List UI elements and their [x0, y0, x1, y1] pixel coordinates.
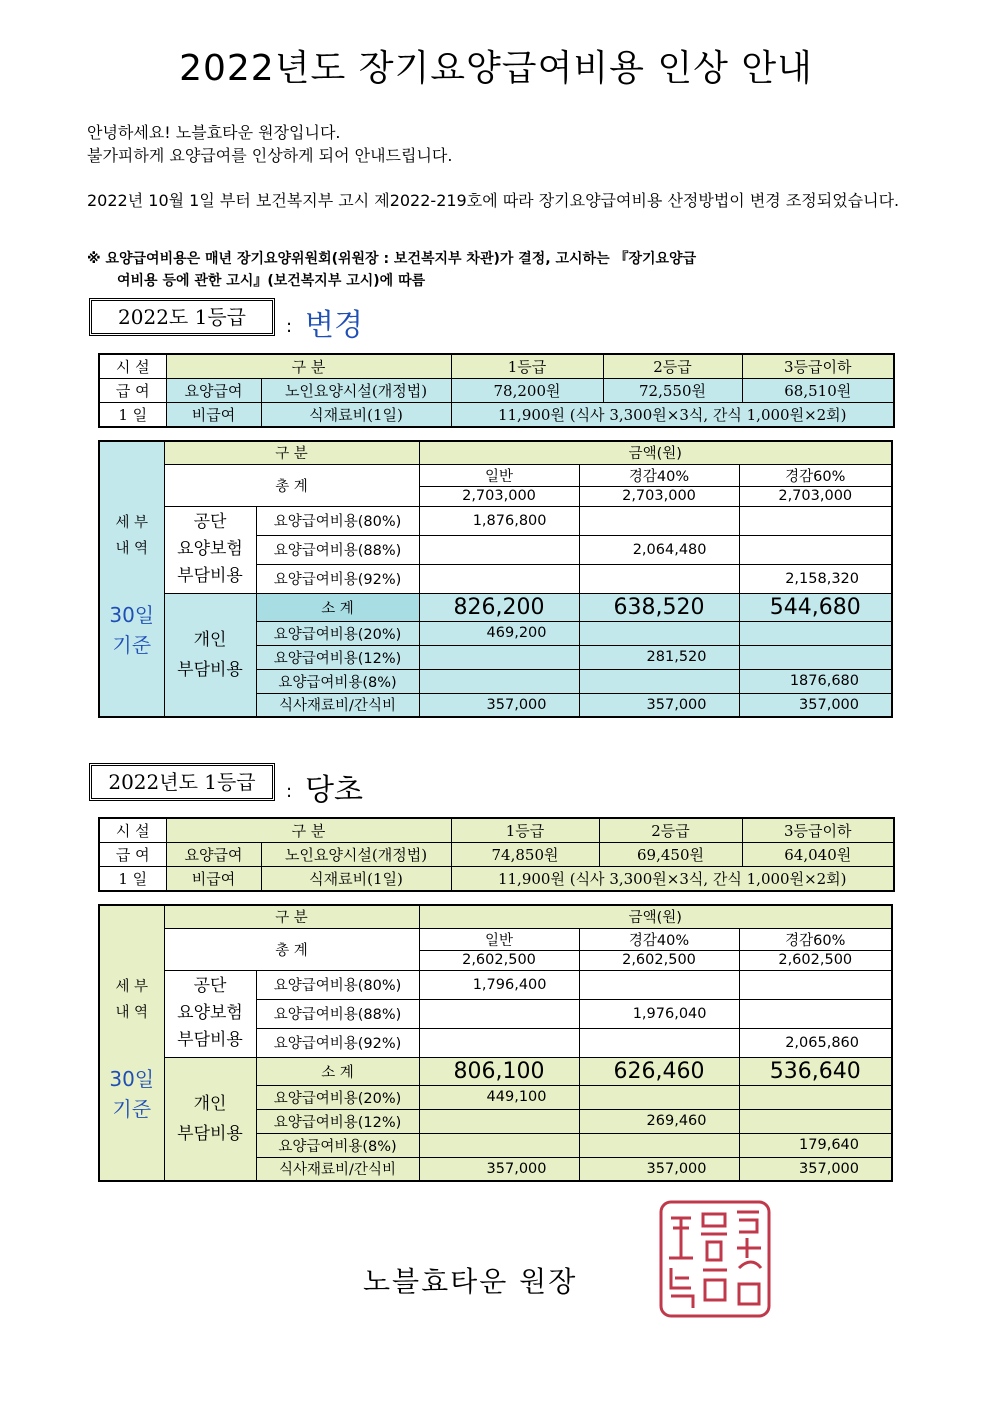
public-burden-label [164, 970, 256, 1057]
label-line: 개인 [193, 1093, 227, 1114]
label-line: 부담비용 [177, 659, 243, 680]
facility-header-left: 시 설 [99, 818, 166, 843]
intro-line-1: 안녕하세요! 노블효타운 원장입니다. [87, 123, 341, 142]
facility-header-left: 시 설 [99, 354, 166, 379]
cell-value: 469,200 [419, 621, 579, 645]
fee-grade-3: 64,040원 [742, 843, 894, 867]
care-benefit-label: 요양급여 [166, 379, 261, 403]
grade-label-box: 2022년도 1등급 [89, 763, 275, 801]
subtotal-reduced-60: 536,640 [739, 1057, 892, 1085]
cell-value: 2,158,320 [739, 564, 892, 593]
label-line: 부담비용 [177, 566, 243, 586]
header-gubun: 구 분 [166, 354, 451, 379]
label-line: 부담비용 [177, 1030, 243, 1050]
official-seal-icon [657, 1198, 773, 1320]
cell-value: 1,976,040 [579, 999, 739, 1028]
label-line: 요양보험 [177, 1003, 243, 1023]
cell-value: 357,000 [739, 1157, 892, 1181]
header-gubun: 구 분 [164, 441, 419, 464]
row-label: 요양급여비용(88%) [256, 999, 419, 1028]
intro-line-3: 2022년 10월 1일 부터 보건복지부 고시 제2022-219호에 따라 장기요양급여비용 산정방법이 변경 조정되었습니다. [87, 191, 900, 210]
intro-line-2: 불가피하게 요양급여를 인상하게 되어 안내드립니다. [87, 146, 453, 165]
label-line: 공단 [193, 976, 227, 996]
cell-value: 281,520 [579, 645, 739, 669]
non-benefit-label: 비급여 [166, 403, 261, 428]
cell-value: 357,000 [419, 1157, 579, 1181]
side-line: 세 부 [115, 515, 149, 531]
header-grade-3: 3등급이하 [742, 354, 894, 379]
cell-value: 1,876,800 [419, 506, 579, 535]
side-line: 세 부 [115, 979, 149, 995]
facility-type: 노인요양시설(개정법) [261, 843, 451, 867]
row-label: 요양급여비용(20%) [256, 1085, 419, 1109]
header-grade-1: 1등급 [451, 818, 599, 843]
total-label: 총 계 [164, 928, 419, 970]
row-label: 요양급여비용(80%) [256, 506, 419, 535]
fee-grade-2: 72,550원 [603, 379, 742, 403]
header-grade-1: 1등급 [451, 354, 603, 379]
facility-header-left: 급 여 [99, 379, 166, 403]
care-benefit-label: 요양급여 [166, 843, 261, 867]
total-general: 2,703,000 [419, 486, 579, 506]
subtotal-label: 소 계 [256, 1057, 419, 1085]
cell-value: 357,000 [419, 693, 579, 717]
col-reduced-60: 경감60% [739, 928, 892, 950]
total-reduced-60: 2,602,500 [739, 950, 892, 970]
cell-value: 2,064,480 [579, 535, 739, 564]
row-label: 식사재료비/간식비 [256, 1157, 419, 1181]
subtotal-reduced-40: 638,520 [579, 593, 739, 621]
row-label: 요양급여비용(20%) [256, 621, 419, 645]
notice-line-2: 여비용 등에 관한 고시』(보건복지부 고시)에 따름 [117, 273, 426, 289]
meal-cost-value: 11,900원 (식사 3,300원×3식, 간식 1,000원×2회) [451, 403, 894, 428]
fee-grade-2: 69,450원 [599, 843, 742, 867]
row-label: 식사재료비/간식비 [256, 693, 419, 717]
subtotal-reduced-40: 626,460 [579, 1057, 739, 1085]
total-reduced-40: 2,703,000 [579, 486, 739, 506]
cell-value: 357,000 [579, 1157, 739, 1181]
status-badge-changed: 변경 [305, 308, 363, 343]
page-title: 2022년도 장기요양급여비용 인상 안내 [179, 48, 813, 89]
total-reduced-40: 2,602,500 [579, 950, 739, 970]
total-general: 2,602,500 [419, 950, 579, 970]
col-general: 일반 [419, 464, 579, 486]
notice-line-1: ※ 요양급여비용은 매년 장기요양위원회(위원장 : 보건복지부 차관)가 결정, 고시하는 『장기요양급 [87, 251, 697, 267]
cell-value: 449,100 [419, 1085, 579, 1109]
facility-fee-table [98, 817, 895, 892]
row-label: 요양급여비용(8%) [256, 669, 419, 693]
cell-value: 357,000 [579, 693, 739, 717]
detail-table [98, 904, 893, 1182]
public-burden-label [164, 506, 256, 593]
cell-value: 357,000 [739, 693, 892, 717]
notice [87, 248, 917, 292]
colon: : [286, 316, 293, 337]
status-badge-original: 당초 [305, 773, 363, 808]
header-gubun: 구 분 [166, 818, 451, 843]
cell-value: 269,460 [579, 1109, 739, 1133]
side-line: 내 역 [115, 1005, 149, 1021]
side-line: 내 역 [115, 541, 149, 557]
row-label: 요양급여비용(80%) [256, 970, 419, 999]
row-label: 요양급여비용(12%) [256, 645, 419, 669]
facility-fee-table [98, 353, 895, 428]
col-reduced-40: 경감40% [579, 928, 739, 950]
header-grade-2: 2등급 [603, 354, 742, 379]
personal-burden-label [164, 593, 256, 717]
meal-cost-value: 11,900원 (식사 3,300원×3식, 간식 1,000원×2회) [451, 867, 894, 892]
label-line: 부담비용 [177, 1123, 243, 1144]
row-label: 요양급여비용(12%) [256, 1109, 419, 1133]
facility-header-left: 급 여 [99, 843, 166, 867]
cell-value: 179,640 [739, 1133, 892, 1157]
colon: : [286, 781, 293, 802]
meal-cost-label: 식재료비(1일) [261, 403, 451, 428]
side-line-days: 30일 [109, 603, 155, 627]
non-benefit-label: 비급여 [166, 867, 261, 892]
detail-side-label [99, 905, 164, 1181]
detail-table [98, 440, 893, 718]
row-label: 요양급여비용(92%) [256, 564, 419, 593]
cell-value: 2,065,860 [739, 1028, 892, 1057]
total-reduced-60: 2,703,000 [739, 486, 892, 506]
intro-text [87, 121, 917, 212]
col-reduced-40: 경감40% [579, 464, 739, 486]
grade-label-box: 2022도 1등급 [89, 298, 275, 336]
subtotal-general: 806,100 [419, 1057, 579, 1085]
side-line-days: 30일 [109, 1067, 155, 1091]
facility-header-left: 1 일 [99, 403, 166, 428]
header-grade-2: 2등급 [599, 818, 742, 843]
facility-type: 노인요양시설(개정법) [261, 379, 451, 403]
col-general: 일반 [419, 928, 579, 950]
header-amount: 금액(원) [419, 905, 892, 928]
fee-grade-1: 78,200원 [451, 379, 603, 403]
label-line: 요양보험 [177, 539, 243, 559]
subtotal-general: 826,200 [419, 593, 579, 621]
fee-grade-3: 68,510원 [742, 379, 894, 403]
signer-name: 노블효타운 원장 [363, 1265, 578, 1298]
label-line: 개인 [193, 629, 227, 650]
header-gubun: 구 분 [164, 905, 419, 928]
side-line-basis: 기준 [112, 633, 152, 657]
col-reduced-60: 경감60% [739, 464, 892, 486]
row-label: 요양급여비용(88%) [256, 535, 419, 564]
personal-burden-label [164, 1057, 256, 1181]
subtotal-reduced-60: 544,680 [739, 593, 892, 621]
side-line-basis: 기준 [112, 1097, 152, 1121]
header-amount: 금액(원) [419, 441, 892, 464]
fee-grade-1: 74,850원 [451, 843, 599, 867]
facility-header-left: 1 일 [99, 867, 166, 892]
cell-value: 1876,680 [739, 669, 892, 693]
detail-side-label [99, 441, 164, 717]
header-grade-3: 3등급이하 [742, 818, 894, 843]
meal-cost-label: 식재료비(1일) [261, 867, 451, 892]
label-line: 공단 [193, 512, 227, 532]
subtotal-label: 소 계 [256, 593, 419, 621]
row-label: 요양급여비용(92%) [256, 1028, 419, 1057]
total-label: 총 계 [164, 464, 419, 506]
row-label: 요양급여비용(8%) [256, 1133, 419, 1157]
cell-value: 1,796,400 [419, 970, 579, 999]
